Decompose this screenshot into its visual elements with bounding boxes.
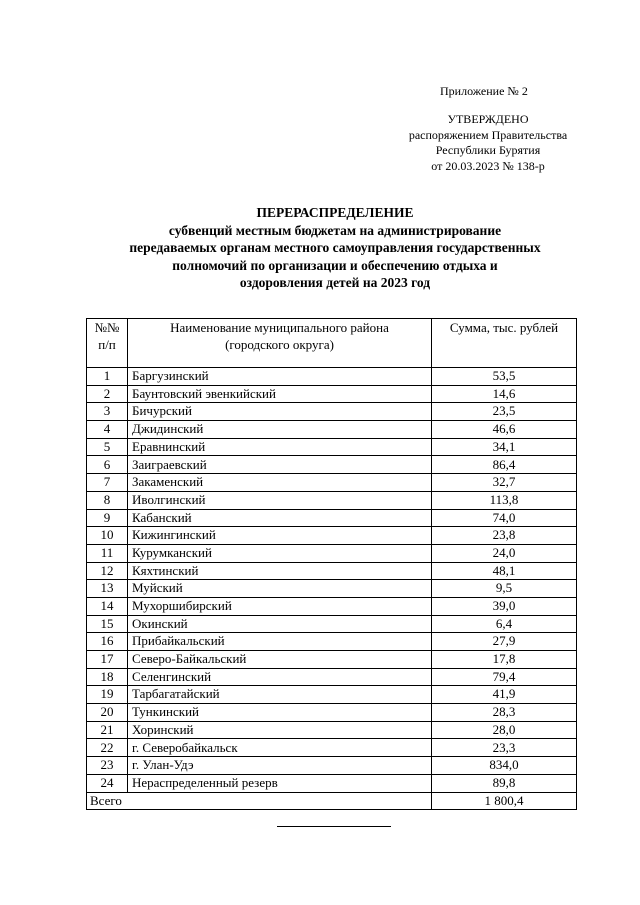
table-row [87,633,577,651]
table-row [87,739,577,757]
approval-line-2: распоряжением Правительства [408,127,568,142]
row-name: Хоринский [128,721,432,739]
row-number: 14 [87,597,128,615]
row-name: Бичурский [128,403,432,421]
row-number: 16 [87,633,128,651]
row-name: Джидинский [128,421,432,439]
row-sum: 27,9 [432,633,577,651]
header-number-line-2: п/п [98,337,116,352]
row-sum: 34,1 [432,438,577,456]
table-row [87,615,577,633]
row-name: Баргузинский [128,368,432,386]
table-row [87,509,577,527]
row-name: Тарбагатайский [128,686,432,704]
row-number: 2 [87,385,128,403]
row-name: Муйский [128,580,432,598]
row-sum: 41,9 [432,686,577,704]
table-header-row [87,319,577,368]
approval-line-4: от 20.03.2023 № 138-р [431,158,545,173]
row-sum: 46,6 [432,421,577,439]
table-row [87,474,577,492]
total-sum: 1 800,4 [432,792,577,810]
row-name: Северо-Байкальский [128,651,432,669]
row-name: Заиграевский [128,456,432,474]
row-name: Тункинский [128,704,432,722]
row-sum: 6,4 [432,615,577,633]
row-number: 11 [87,544,128,562]
row-sum: 32,7 [432,474,577,492]
row-name: г. Улан-Удэ [128,757,432,775]
header-number [87,319,128,368]
table-row [87,651,577,669]
row-sum: 23,8 [432,527,577,545]
row-number: 22 [87,739,128,757]
row-number: 24 [87,774,128,792]
row-name: Кяхтинский [128,562,432,580]
row-sum: 39,0 [432,597,577,615]
row-sum: 53,5 [432,368,577,386]
approval-line-3: Республики Бурятия [435,143,541,157]
table-row [87,704,577,722]
row-name: Кабанский [128,509,432,527]
table-row [87,580,577,598]
row-number: 23 [87,757,128,775]
row-number: 13 [87,580,128,598]
table-row [87,544,577,562]
row-name: Закаменский [128,474,432,492]
table-row [87,456,577,474]
table-row [87,421,577,439]
header-name-line-2: (городского округа) [225,337,334,352]
row-number: 9 [87,509,128,527]
table-row [87,491,577,509]
signature-line [277,826,391,827]
row-sum: 74,0 [432,509,577,527]
row-number: 17 [87,651,128,669]
title-line-4: полномочий по организации и обеспечению отдыха и [172,257,498,273]
table-row [87,368,577,386]
title-line-2: субвенций местным бюджетам на администрирование [168,222,502,238]
row-sum: 79,4 [432,668,577,686]
header-number-line-1: №№ [94,320,120,335]
row-sum: 24,0 [432,544,577,562]
header-sum: Сумма, тыс. рублей [432,319,577,368]
row-sum: 23,3 [432,739,577,757]
title-line-1: ПЕРЕРАСПРЕДЕЛЕНИЕ [256,205,414,220]
title-line-5: оздоровления детей на 2023 год [239,275,431,291]
row-sum: 17,8 [432,651,577,669]
table-row [87,721,577,739]
row-sum: 89,8 [432,774,577,792]
row-number: 18 [87,668,128,686]
approval-line-1: УТВЕРЖДЕНО [447,112,529,126]
row-sum: 14,6 [432,385,577,403]
table-row [87,385,577,403]
document-title [90,204,580,292]
row-number: 8 [87,491,128,509]
row-name: Кижингинский [128,527,432,545]
row-name: Окинский [128,615,432,633]
row-sum: 28,3 [432,704,577,722]
header-name [128,319,432,368]
row-number: 15 [87,615,128,633]
table-row [87,757,577,775]
header-name-line-1: Наименование муниципального района [170,320,389,335]
row-name: Иволгинский [128,491,432,509]
row-sum: 113,8 [432,491,577,509]
total-label: Всего [87,792,432,810]
row-number: 5 [87,438,128,456]
row-number: 12 [87,562,128,580]
row-sum: 23,5 [432,403,577,421]
row-number: 3 [87,403,128,421]
table-row [87,562,577,580]
appendix-label: Приложение № 2 [440,84,528,98]
table-row [87,774,577,792]
row-name: Мухоршибирский [128,597,432,615]
row-name: Прибайкальский [128,633,432,651]
row-name: Нераспределенный резерв [128,774,432,792]
row-sum: 48,1 [432,562,577,580]
table-row [87,527,577,545]
row-sum: 9,5 [432,580,577,598]
row-name: Баунтовский эвенкийский [128,385,432,403]
row-number: 6 [87,456,128,474]
approval-block [398,112,578,174]
row-number: 1 [87,368,128,386]
row-name: Курумканский [128,544,432,562]
total-row [87,792,577,810]
row-sum: 834,0 [432,757,577,775]
row-number: 4 [87,421,128,439]
row-sum: 86,4 [432,456,577,474]
row-number: 21 [87,721,128,739]
row-number: 7 [87,474,128,492]
row-name: г. Северобайкальск [128,739,432,757]
table-row [87,403,577,421]
row-name: Селенгинский [128,668,432,686]
row-sum: 28,0 [432,721,577,739]
row-number: 10 [87,527,128,545]
table-row [87,597,577,615]
distribution-table [86,318,577,810]
row-name: Еравнинский [128,438,432,456]
title-line-3: передаваемых органам местного самоуправления государственных [129,240,541,256]
table-row [87,686,577,704]
table-row [87,668,577,686]
table-row [87,438,577,456]
row-number: 20 [87,704,128,722]
row-number: 19 [87,686,128,704]
